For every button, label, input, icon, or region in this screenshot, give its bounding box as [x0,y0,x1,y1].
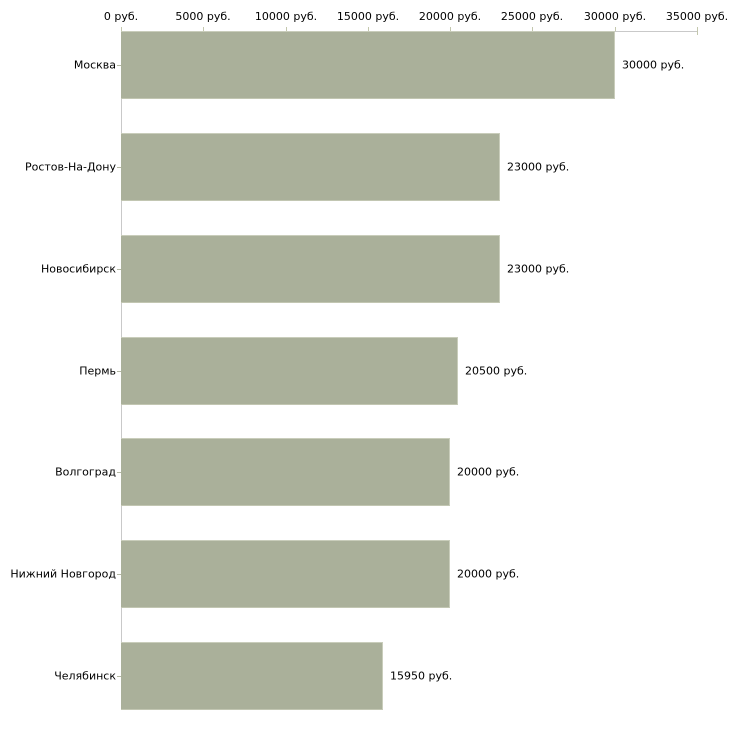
bar-value-label: 23000 руб. [507,262,570,276]
category-label: Волгоград [55,465,116,479]
bar-value-label: 23000 руб. [507,160,570,174]
category-label: Нижний Новгород [10,567,116,581]
bar-value-label: 30000 руб. [622,58,685,72]
x-axis-tick-label: 0 руб. [103,10,139,23]
bar [121,540,450,608]
bar [121,642,383,710]
x-axis-tick-label: 35000 руб. [665,10,729,23]
category-label: Челябинск [54,669,116,683]
bar [121,235,500,303]
x-axis-tick-label: 25000 руб. [500,10,564,23]
bar-value-label: 20000 руб. [457,567,520,581]
x-axis-tick-label: 10000 руб. [254,10,318,23]
category-label: Ростов-На-Дону [24,160,116,174]
category-label: Пермь [79,364,116,378]
bar-value-label: 20500 руб. [465,364,528,378]
x-axis-tick-label: 15000 руб. [336,10,400,23]
bar [121,337,458,405]
category-label: Москва [73,58,116,72]
category-label: Новосибирск [40,262,116,276]
x-axis-tick-label: 5000 руб. [175,10,231,23]
bar [121,133,500,201]
bar-value-label: 20000 руб. [457,465,520,479]
x-axis-tick-label: 30000 руб. [583,10,647,23]
bar [121,31,615,99]
x-axis-tick-mark [697,27,698,35]
bar-value-label: 15950 руб. [390,669,453,683]
x-axis-tick-label: 20000 руб. [418,10,482,23]
x-axis-tick-mark [615,27,616,31]
bar [121,438,450,506]
